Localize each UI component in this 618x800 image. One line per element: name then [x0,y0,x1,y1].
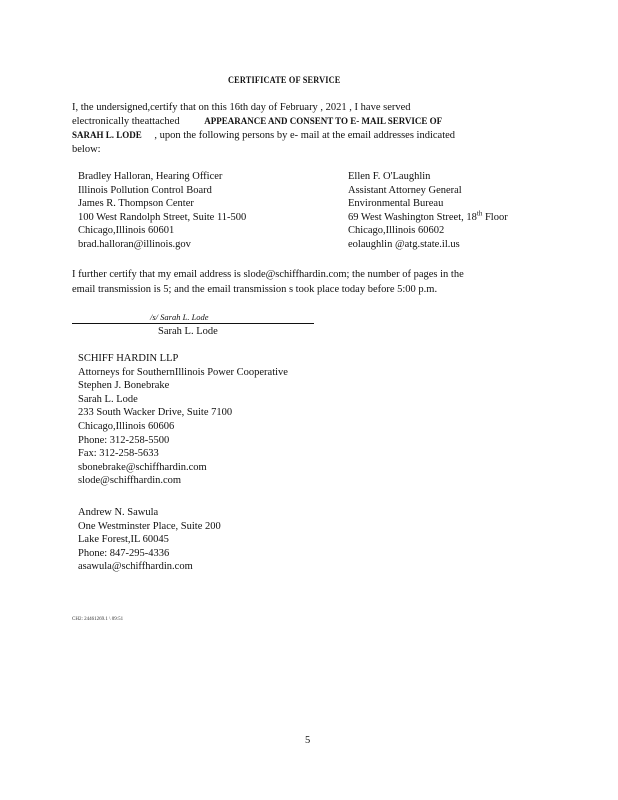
firm-city: Chicago,Illinois 60606 [78,420,175,432]
recipient-right-street-main: 69 West Washington Street, 18 [348,211,477,223]
recipient-right-dept: Environmental Bureau [348,198,444,210]
firm-email-2: slode@schiffhardin.com [78,475,182,487]
cocounsel-block [78,506,221,574]
firm-fax: Fax: 312-258-5633 [78,448,159,460]
intro-line-2-text: electronically theattached [72,116,180,127]
firm-attorney-2: Sarah L. Lode [78,393,138,405]
recipient-right-title: Assistant Attorney General [348,184,462,196]
intro-line-3 [72,129,455,143]
recipient-left-city: Chicago,Illinois 60601 [78,225,175,237]
recipient-left-street: 100 West Randolph Street, Suite 11-500 [78,211,247,223]
recipient-right-email: eolaughlin @atg.state.il.us [348,238,460,250]
firm-attorney-1: Stephen J. Bonebrake [78,380,170,392]
document-title: CERTIFICATE OF SERVICE [228,75,341,85]
electronic-signature: /s/ Sarah L. Lode [150,312,209,322]
intro-line-2 [72,115,442,129]
recipient-right-city: Chicago,Illinois 60602 [348,225,445,237]
recipient-right-street-ordinal: th [476,209,483,218]
recipient-right-name: Ellen F. O'Laughlin [348,171,431,182]
intro-line-1: I, the undersigned,certify that on this 16th day of February , 2021 , I have served [72,102,411,113]
page-number: 5 [305,735,311,746]
document-name-part-1: APPEARANCE AND CONSENT TO E- MAIL SERVICE OF [204,116,443,126]
firm-phone: Phone: 312-258-5500 [78,434,170,446]
recipient-right [348,170,508,252]
cocounsel-street: One Westminster Place, Suite 200 [78,520,221,532]
signatory-name: Sarah L. Lode [158,326,218,337]
recipient-right-street [348,211,508,225]
certify-line-1: I further certify that my email address is slode@schiffhardin.com; the number of pages in the [72,269,464,280]
certify-line-2: email transmission is 5; and the email transmission s took place today before 5:00 p.m. [72,284,438,295]
cocounsel-city: Lake Forest,IL 60045 [78,534,169,546]
cocounsel-phone: Phone: 847-295-4336 [78,547,170,559]
document-name-part-2: SARAH L. LODE [72,130,142,140]
intro-line-4: below: [72,144,101,155]
recipient-left-email: brad.halloran@illinois.gov [78,238,191,250]
firm-email-1: sbonebrake@schiffhardin.com [78,461,207,473]
document-id: CH2: 24461269.1 \ 09:51 [72,617,124,622]
firm-client: Attorneys for SouthernIllinois Power Cooperative [78,366,288,378]
firm-block [78,352,288,488]
recipient-left [78,170,246,252]
recipient-left-name: Bradley Halloran, Hearing Officer [78,171,223,182]
recipient-left-building: James R. Thompson Center [78,198,194,210]
intro-line-3-text: , upon the following persons by e- mail at the email addresses indicated [154,130,456,141]
firm-name: SCHIFF HARDIN LLP [78,353,179,364]
recipient-right-street-floor: Floor [482,211,508,223]
cocounsel-name: Andrew N. Sawula [78,507,159,518]
recipient-left-org: Illinois Pollution Control Board [78,184,212,196]
firm-street: 233 South Wacker Drive, Suite 7100 [78,407,233,419]
cocounsel-email: asawula@schiffhardin.com [78,561,193,573]
signature-line [72,323,314,324]
